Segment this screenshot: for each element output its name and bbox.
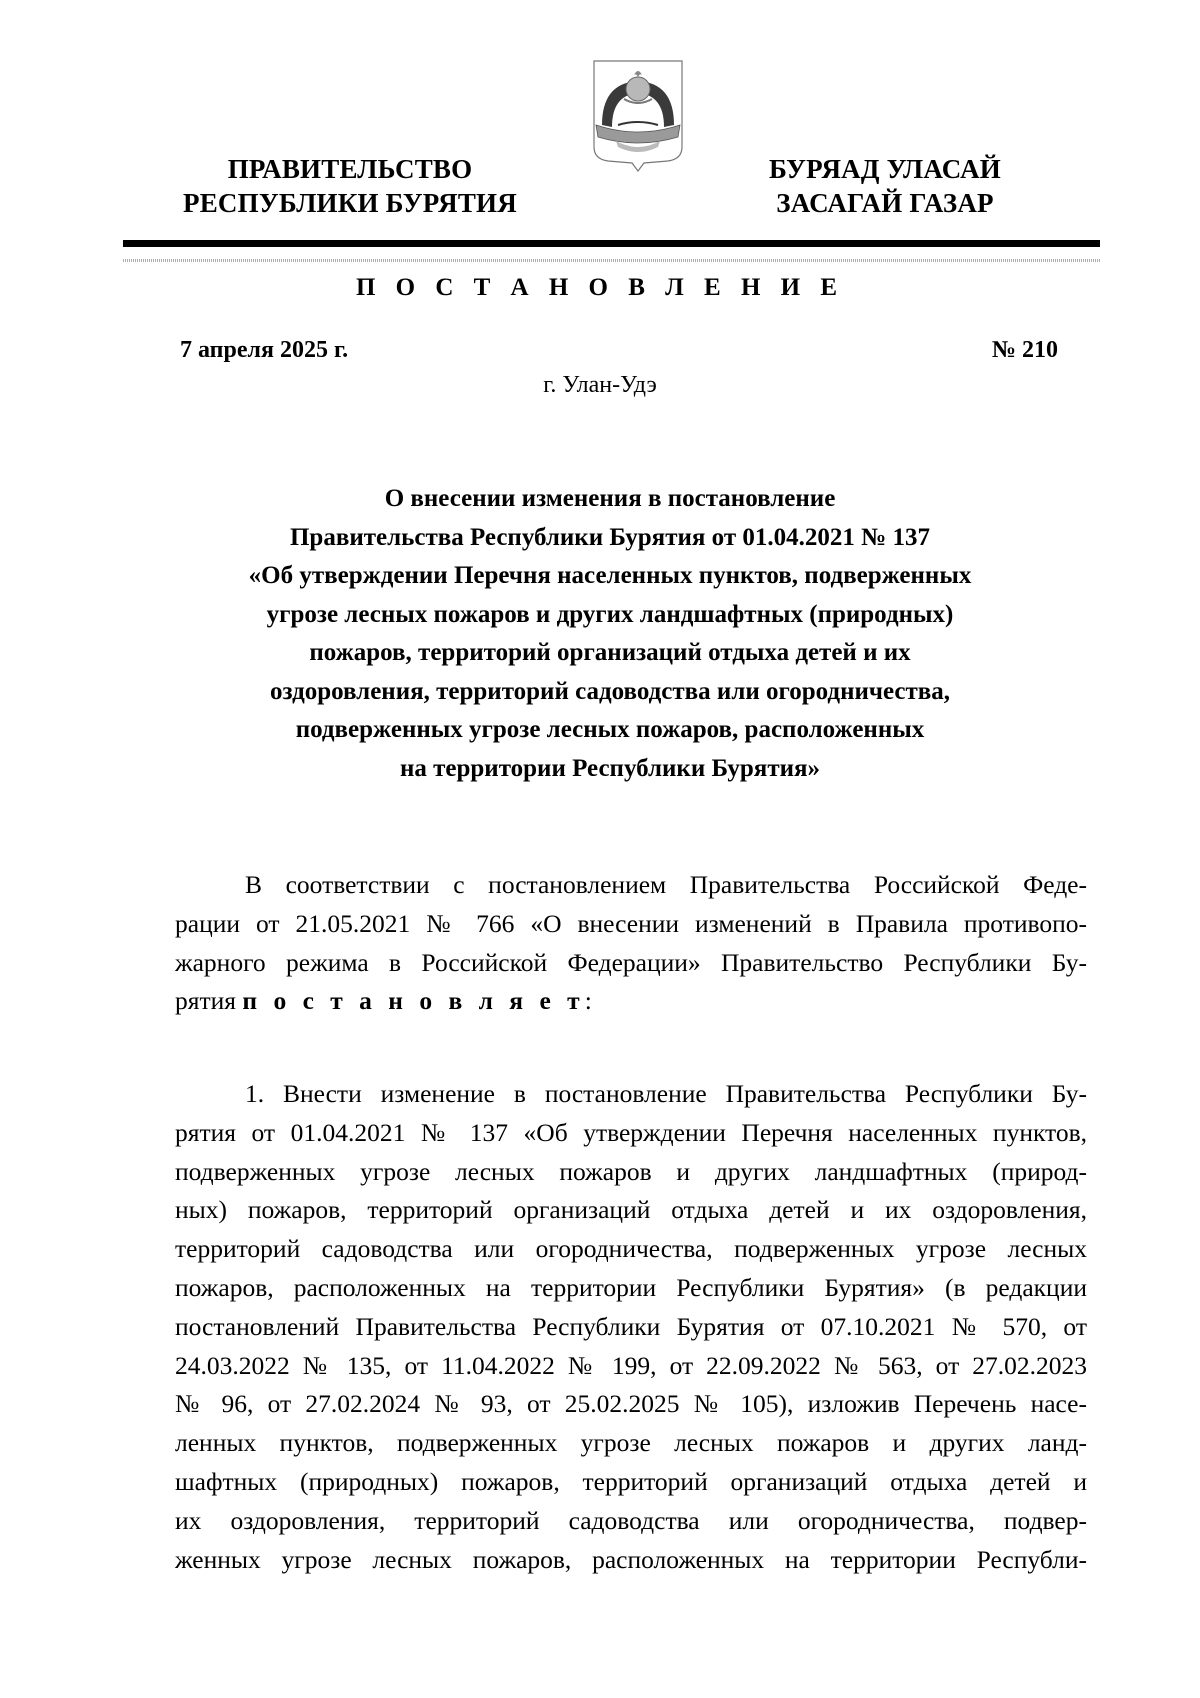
title-line: «Об утверждении Перечня населенных пунктов, подверженных — [248, 562, 972, 589]
paragraph-line: № 96, от 27.02.2024 № 93, от 25.02.2025 № 105), изложив Перечень насе- — [175, 1389, 1087, 1419]
paragraph-line: 1. Внести изменение в постановление Правительства Республики Бу- — [245, 1079, 1087, 1108]
title-line: пожаров, территорий организаций отдыха детей и их — [309, 639, 911, 666]
paragraph-line: рятия от 01.04.2021 № 137 «Об утверждении Перечня населенных пунктов, — [175, 1117, 1087, 1147]
org-left-line: РЕСПУБЛИКИ БУРЯТИЯ — [183, 188, 517, 218]
title-line: подверженных угрозе лесных пожаров, расположенных — [295, 716, 925, 743]
paragraph-line: рации от 21.05.2021 № 766 «О внесении изменений в Правила противопо- — [175, 908, 1087, 938]
paragraph-line: пожаров, расположенных на территории Республики Бурятия» (в редакции — [175, 1272, 1087, 1302]
org-right-line: ЗАСАГАЙ ГАЗАР — [776, 188, 994, 218]
paragraph-line — [175, 982, 1087, 1021]
paragraph-line: В соответствии с постановлением Правительства Российской Феде- — [245, 870, 1087, 899]
paragraph-line: женных угрозе лесных пожаров, расположенных на территории Республи- — [175, 1544, 1087, 1574]
decree-word: п о с т а н о в л я е т — [242, 986, 585, 1016]
header-divider-dotted — [123, 259, 1100, 262]
title-line: угрозе лесных пожаров и других ландшафтных (природных) — [266, 600, 954, 628]
paragraph-line: 24.03.2022 № 135, от 11.04.2022 № 199, от 22.09.2022 № 563, от 27.02.2023 — [175, 1350, 1087, 1380]
document-title — [150, 480, 1070, 788]
paragraph-line: жарного режима в Российской Федерации» Правительство Республики Бу- — [175, 947, 1087, 977]
header-divider-thick — [123, 240, 1100, 247]
item-1-paragraph — [175, 1075, 1087, 1579]
document-number: № 210 — [991, 337, 1058, 363]
document-city: г. Улан-Удэ — [543, 372, 657, 398]
title-line: оздоровления, территорий садоводства или огородничества, — [269, 677, 951, 705]
government-name-buryat — [735, 152, 1035, 220]
org-right-line: БУРЯАД УЛАСАЙ — [769, 154, 1001, 184]
preamble-paragraph — [175, 866, 1087, 1021]
title-line: Правительства Республики Бурятия от 01.04.2021 № 137 — [289, 523, 930, 551]
government-name-russian — [170, 152, 530, 220]
paragraph-line: подверженных угрозе лесных пожаров и других ландшафтных (природ- — [175, 1156, 1087, 1186]
coat-of-arms-icon — [588, 55, 688, 175]
paragraph-line: ленных пунктов, подверженных угрозе лесных пожаров и других ланд- — [175, 1428, 1087, 1458]
org-left-line: ПРАВИТЕЛЬСТВО — [227, 154, 473, 184]
title-line: О внесении изменения в постановление — [384, 485, 836, 512]
paragraph-line: шафтных (природных) пожаров, территорий организаций отдыха детей и — [175, 1466, 1087, 1496]
paragraph-line: ных) пожаров, территорий организаций отдыха детей и их оздоровления, — [175, 1195, 1087, 1225]
paragraph-line: их оздоровления, территорий садоводства или огородничества, подвер- — [175, 1505, 1087, 1535]
paragraph-line: территорий садоводства или огородничества, подверженных угрозе лесных — [175, 1234, 1087, 1264]
document-date: 7 апреля 2025 г. — [180, 337, 349, 363]
paragraph-line: постановлений Правительства Республики Бурятия от 07.10.2021 № 570, от — [175, 1311, 1087, 1341]
preamble-prefix: рятия — [175, 986, 236, 1016]
title-line: на территории Республики Бурятия» — [399, 754, 821, 782]
document-type-heading: П О С Т А Н О В Л Е Н И Е — [355, 274, 845, 301]
preamble-suffix: : — [584, 986, 592, 1016]
